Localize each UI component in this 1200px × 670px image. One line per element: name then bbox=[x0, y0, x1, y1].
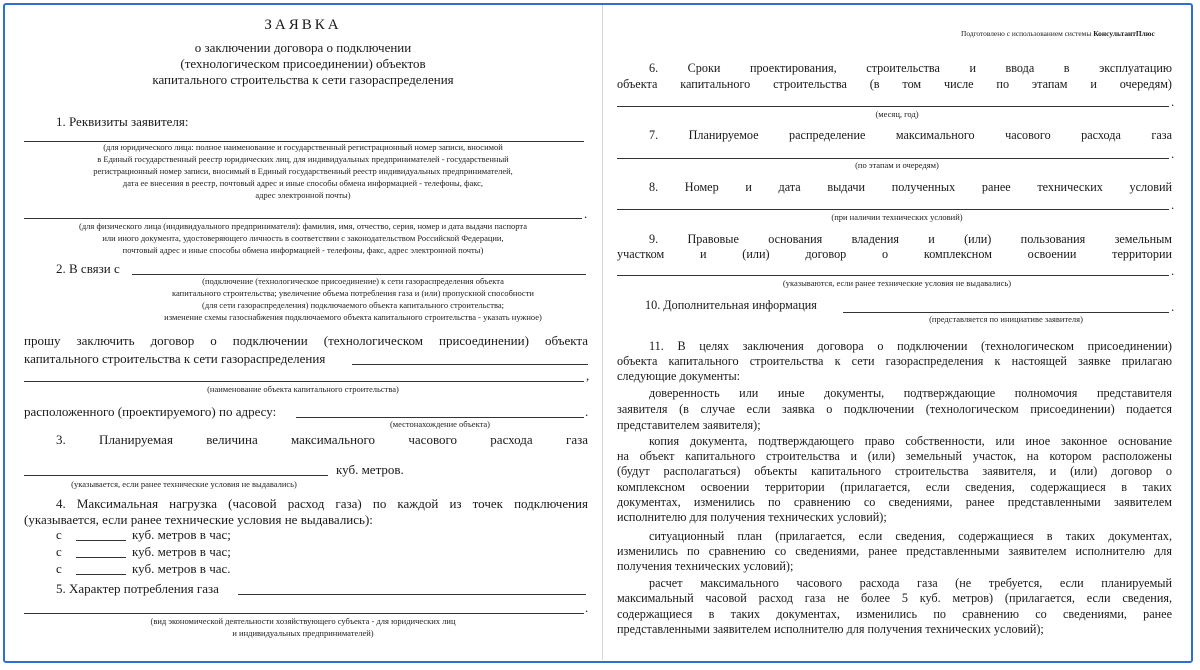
section-11-line: получения технических условий); bbox=[617, 559, 794, 573]
land-rights-field[interactable] bbox=[617, 275, 1169, 276]
address-label: расположенного (проектируемого) по адресу: bbox=[24, 404, 277, 419]
request-text: капитального строительства к сети газораспределения bbox=[24, 351, 326, 366]
section-3-text: 3. Планируемая величина максимального часового расхода газа bbox=[56, 432, 588, 447]
section-11-line: изменились по сравнению со сведениями, ранее представленными заявителем исполнителю для bbox=[617, 544, 1172, 558]
consultant-brand: КонсультантПлюс bbox=[1093, 29, 1155, 38]
line-end-period: . bbox=[585, 600, 589, 615]
section-11-line: максимальный часовой расход газа не более 5 куб. метров) (прилагается, если сведения, bbox=[617, 591, 1172, 605]
section-11-line: комплексном освоении территории (прилагается, если сведения, содержащиеся в таких bbox=[617, 480, 1172, 494]
subtitle-line: капитального строительства к сети газораспределения bbox=[152, 72, 454, 87]
section-5-caption: и индивидуальных предпринимателей) bbox=[232, 628, 374, 638]
subtitle-line: (технологическом присоединении) объектов bbox=[180, 56, 426, 71]
legal-entity-caption: в Единый государственный реестр юридических лиц, для индивидуальных предпринимателей - государственный bbox=[97, 154, 509, 164]
section-4-text: (указывается, если ранее технические условия не выдавались): bbox=[24, 512, 373, 527]
request-text: прошу заключить договор о подключении (технологическом присоединении) объекта bbox=[24, 333, 588, 348]
section-7-caption: (по этапам и очередям) bbox=[855, 160, 939, 170]
section-5-label: 5. Характер потребления газа bbox=[56, 581, 219, 596]
section-2-label: 2. В связи с bbox=[56, 261, 120, 276]
legal-entity-caption: регистрационный номер записи, вносимый в Единый государственный реестр индивидуальных предпринимателей, bbox=[93, 166, 513, 176]
section-6-text: объекта капитального строительства (в том числе по этапам и очередям) bbox=[617, 77, 1172, 91]
connection-reason-caption: изменение схемы газоснабжения подключаемого объекта капитального строительства - указать нужное) bbox=[164, 312, 542, 322]
section-11-line: объекта капитального строительства к сети газораспределения к настоящей заявке прилагаю bbox=[617, 354, 1172, 368]
point-2-prefix: с bbox=[56, 544, 62, 559]
section-5-caption: (вид экономической деятельности хозяйствующего субъекта - для юридических лиц bbox=[150, 616, 456, 626]
consultant-note-text: Подготовлено с использованием системы bbox=[961, 29, 1092, 38]
section-11-line: содержащиеся в таких документах, изменились по сравнению со сведениями, ранее bbox=[617, 607, 1172, 621]
point-2-unit: куб. метров в час; bbox=[132, 544, 231, 559]
individual-caption: (для физического лица (индивидуального предпринимателя): фамилия, имя, отчество, серия, номер и дата выдачи паспорта bbox=[79, 221, 527, 231]
section-1-heading: 1. Реквизиты заявителя: bbox=[56, 114, 189, 129]
section-11-line: на объект капитального строительства и (или) земельный участок, на котором расположены bbox=[617, 449, 1172, 463]
section-11-line: следующие документы: bbox=[617, 369, 741, 383]
point-2-load-field[interactable] bbox=[76, 557, 126, 558]
individual-caption: почтовый адрес и иные способы обмена информацией - телефоны, факс, адрес электронной почты) bbox=[122, 245, 484, 255]
section-8-text: 8. Номер и дата выдачи полученных ранее технических условий bbox=[649, 180, 1172, 194]
section-8-caption: (при наличии технических условий) bbox=[831, 212, 963, 222]
document-title: ЗАЯВКА bbox=[264, 17, 342, 33]
section-3-unit: куб. метров. bbox=[336, 462, 404, 477]
section-6-text: 6. Сроки проектирования, строительства и ввода в эксплуатацию bbox=[649, 61, 1172, 75]
line-end-period: . bbox=[1171, 146, 1175, 161]
gas-usage-field[interactable] bbox=[238, 594, 586, 595]
address-field[interactable] bbox=[296, 417, 584, 418]
section-11-line: копия документа, подтверждающего право собственности, или иное законное основание bbox=[649, 434, 1172, 448]
legal-entity-caption: (для юридического лица: полное наименование и государственный регистрационный номер записи, вносимой bbox=[103, 142, 503, 152]
section-11-line: представителем заявителя); bbox=[617, 418, 761, 432]
section-9-caption: (указываются, если ранее технические условия не выдавались) bbox=[782, 278, 1012, 288]
section-4-text: 4. Максимальная нагрузка (часовой расход газа) по каждой из точек подключения bbox=[56, 496, 588, 511]
individual-caption: или иного документа, удостоверяющего личность в соответствии с законодательством Российской Федерации, bbox=[102, 233, 504, 243]
section-11-line: (будут располагаться) объекты капитального строительства заявителя, и (или) договор о bbox=[617, 464, 1172, 478]
section-10-label: 10. Дополнительная информация bbox=[645, 298, 817, 312]
additional-info-field[interactable] bbox=[843, 312, 1169, 313]
point-1-load-field[interactable] bbox=[76, 540, 126, 541]
point-3-prefix: с bbox=[56, 561, 62, 576]
consultant-note bbox=[961, 29, 1155, 38]
section-11-line: исполнителю для получения технических условий); bbox=[617, 510, 887, 524]
section-11-line: ситуационный план (прилагается, если сведения, содержащиеся в таких документах, bbox=[649, 529, 1172, 543]
section-11-line: представленными заявителем исполнителю для получения технических условий); bbox=[617, 622, 1044, 636]
connection-reason-caption: капитального строительства; увеличение объема потребления газа и (или) пропускной способности bbox=[172, 288, 534, 298]
section-3-caption: (указывается, если ранее технические условия не выдавались) bbox=[71, 479, 297, 489]
gas-usage-field-2[interactable] bbox=[24, 613, 584, 614]
section-9-text: 9. Правовые основания владения и (или) пользования земельным bbox=[649, 232, 1172, 246]
section-11-line: заявителя (в случае если заявка о подключении (технологическом присоединении) подается bbox=[617, 402, 1172, 416]
line-end-period: . bbox=[584, 206, 588, 221]
object-name-caption: (наименование объекта капитального строительства) bbox=[207, 384, 399, 394]
point-1-prefix: с bbox=[56, 527, 62, 542]
section-11-line: документах, изменились по сравнению со сведениями, ранее представленными заявителем bbox=[617, 495, 1172, 509]
project-timeline-field[interactable] bbox=[617, 106, 1169, 107]
legal-entity-caption: дата ее внесения в реестр, почтовый адрес и иные способы обмена информацией - телефоны, факс, bbox=[122, 178, 484, 188]
legal-entity-caption: адрес электронной почты) bbox=[255, 190, 351, 200]
section-9-text: участком и (или) договор о комплексном освоении территории bbox=[617, 247, 1172, 261]
page-right bbox=[602, 5, 1190, 660]
line-end-period: . bbox=[1171, 299, 1175, 314]
section-11-line: 11. В целях заключения договора о подключении (технологическом присоединении) bbox=[649, 339, 1172, 353]
applicant-person-field[interactable] bbox=[24, 218, 582, 219]
address-caption: (местонахождение объекта) bbox=[389, 419, 491, 429]
section-10-caption: (представляется по инициативе заявителя) bbox=[929, 314, 1083, 324]
section-6-caption: (месяц, год) bbox=[875, 109, 919, 119]
connection-reason-caption: (подключение (технологическое присоединение) к сети газораспределения объекта bbox=[202, 276, 504, 286]
point-1-unit: куб. метров в час; bbox=[132, 527, 231, 542]
line-end-comma: , bbox=[586, 368, 590, 383]
line-end-period: . bbox=[1171, 263, 1175, 278]
page-left bbox=[8, 5, 598, 660]
section-7-text: 7. Планируемое распределение максимального часового расхода газа bbox=[649, 128, 1172, 142]
object-name-field[interactable] bbox=[352, 364, 588, 365]
subtitle-line: о заключении договора о подключении bbox=[194, 40, 412, 55]
line-end-period: . bbox=[1171, 197, 1175, 212]
point-3-unit: куб. метров в час. bbox=[132, 561, 231, 576]
tech-conditions-field[interactable] bbox=[617, 209, 1169, 210]
line-end-period: . bbox=[1171, 94, 1175, 109]
hourly-gas-flow-field[interactable] bbox=[24, 475, 328, 476]
connection-reason-field[interactable] bbox=[132, 274, 586, 275]
object-name-field-2[interactable] bbox=[24, 381, 584, 382]
section-11-line: расчет максимального часового расхода газа (не требуется, если планируемый bbox=[649, 576, 1172, 590]
flow-distribution-field[interactable] bbox=[617, 158, 1169, 159]
connection-reason-caption: (для сети газораспределения) подключаемого объекта капитального строительства; bbox=[201, 300, 504, 310]
point-3-load-field[interactable] bbox=[76, 574, 126, 575]
line-end-period: . bbox=[585, 404, 589, 419]
section-11-line: доверенность или иные документы, подтверждающие полномочия представителя bbox=[649, 386, 1172, 400]
